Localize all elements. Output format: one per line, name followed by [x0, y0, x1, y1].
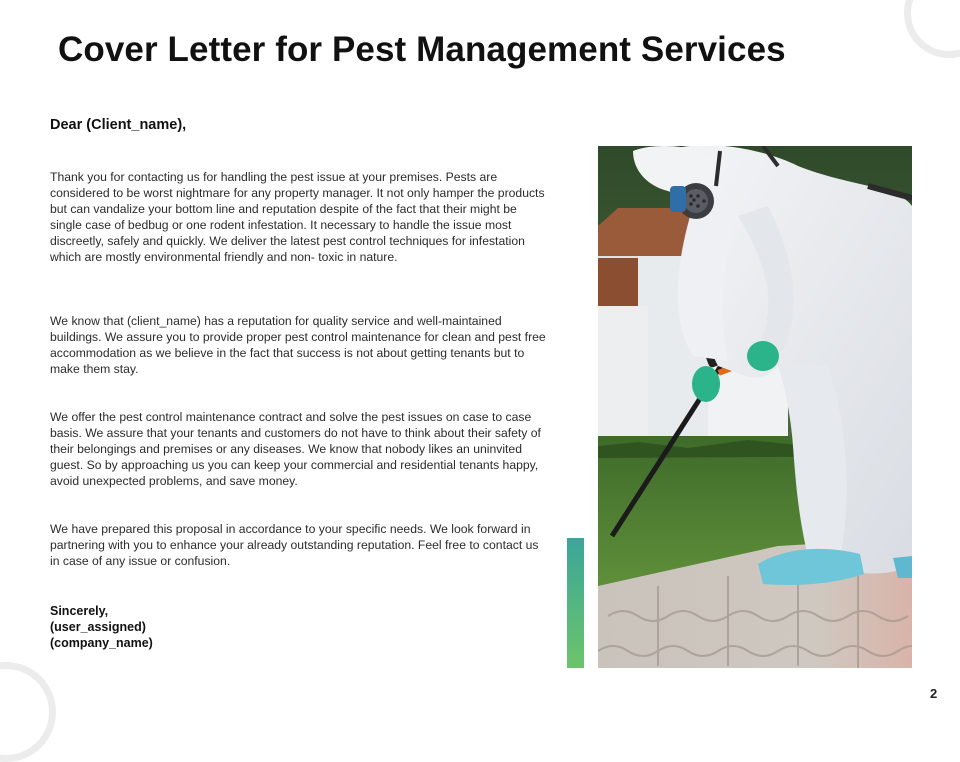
pest-control-worker-photo — [598, 146, 912, 668]
letter-greeting: Dear (Client_name), — [50, 117, 187, 133]
letter-paragraph-2: We know that (client_name) has a reputation for quality service and well-maintained buildings. We assure you to provide proper pest control maintenance for clean and pest free accommodation as we believe in the fact that success is not about getting tenants but to make them stay. — [50, 314, 546, 376]
page-number: 2 — [930, 686, 938, 701]
letter-paragraph-3: We offer the pest control maintenance contract and solve the pest issues on case to case basis. We assure that your tenants and customers do not have to think about their safety of their belongings and premises or any diseases. We know that nobody likes an uninvited guest. So by approaching us you can keep your commercial and residential tenants happy, avoid unexpected problems, and save money. — [50, 410, 541, 488]
decorative-ring-top-right — [904, 0, 960, 58]
letter-paragraph-4: We have prepared this proposal in accordance to your specific needs. We look forward in partnering with you to enhance your already outstanding reputation. Feel free to contact us in case of any issue or confusion. — [50, 522, 539, 568]
accent-bar — [567, 538, 584, 668]
signoff-company: (company_name) — [50, 636, 153, 650]
signoff-closing: Sincerely, — [50, 604, 109, 618]
decorative-ring-bottom-left — [0, 662, 56, 762]
page-title: Cover Letter for Pest Management Services — [58, 30, 786, 69]
signoff-user: (user_assigned) — [50, 620, 146, 634]
letter-paragraph-1: Thank you for contacting us for handling the pest issue at your premises. Pests are considered to be worst nightmare for any property manager. It not only hamper the products but can vandalize your bottom line and reputation despite of the fact that their might be single case of bedbug or one rodent infestation. It necessary to handle the issue most discreetly, safely and quickly. We deliver the latest pest control techniques for infestation which are mostly environmental friendly and non- toxic in nature. — [50, 170, 545, 264]
letter-signoff — [50, 603, 153, 651]
